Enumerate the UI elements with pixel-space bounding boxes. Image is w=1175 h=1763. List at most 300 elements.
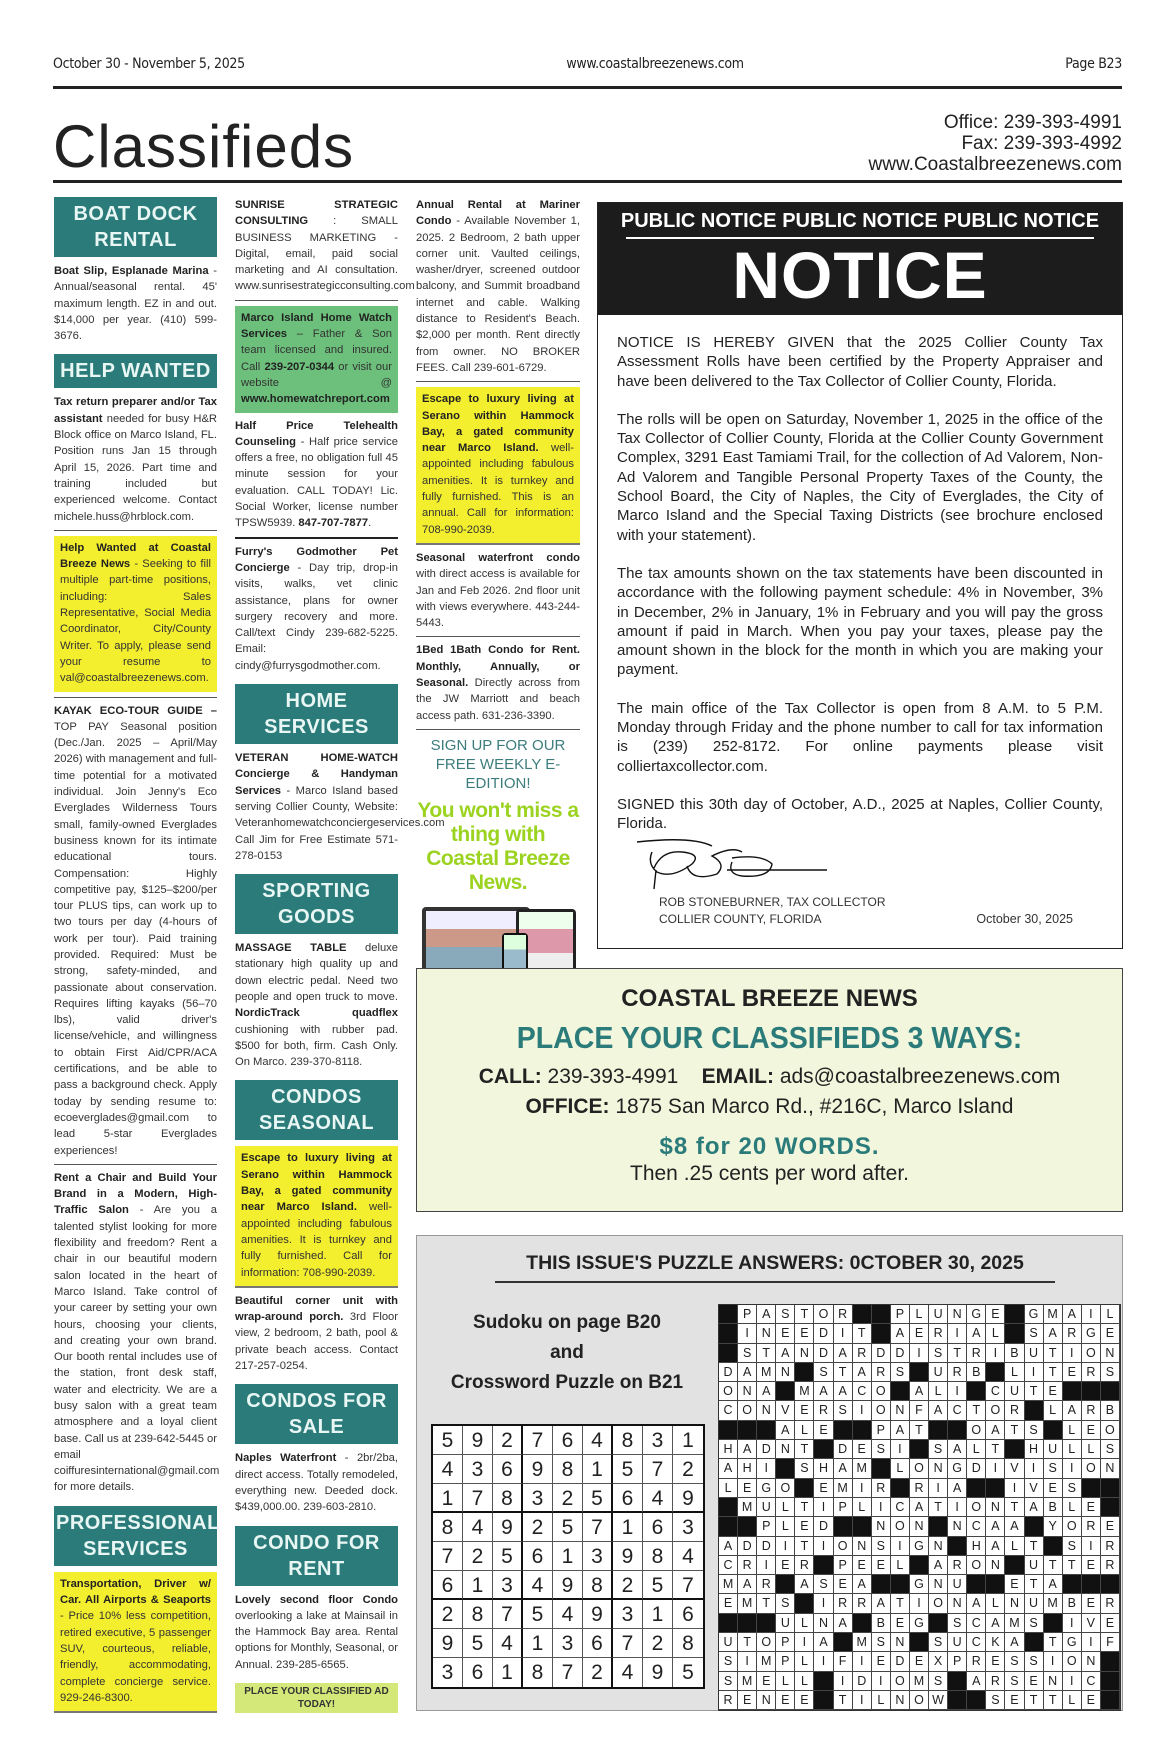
crossword-cell: L [967,1440,986,1459]
sudoku-cell: 6 [643,1513,673,1542]
notice-paragraph: The main office of the Tax Collector is open from 8 A.M. to 5 P.M. Monday through Friday and the phone number to call for tax information is (239) 252-8172. For online payments please visit colliertaxcollector.com. [617,699,1103,775]
sudoku-cell: 6 [613,1484,643,1513]
crossword-black-cell [929,1421,948,1440]
crossword-cell: R [719,1691,738,1710]
crossword-black-cell [1101,1382,1120,1401]
crossword-black-cell [814,1672,833,1691]
sudoku-cell: 8 [553,1455,583,1484]
call-phone[interactable]: 239-393-4991 [541,1065,679,1088]
crossword-cell: A [929,1401,948,1420]
puzzle-references: Sudoku on page B20 and Crossword Puzzle on B21 [450,1312,684,1393]
crossword-cell: A [834,1459,853,1478]
crossword-black-cell [1063,1382,1082,1401]
crossword-cell: E [986,1652,1005,1671]
crossword-cell: T [1044,1633,1063,1652]
crossword-cell: A [1063,1305,1082,1324]
crossword-black-cell [814,1556,833,1575]
crossword-cell: N [1044,1672,1063,1691]
sudoku-cell: 2 [493,1426,523,1455]
sudoku-cell: 7 [463,1484,493,1513]
crossword-cell: I [1044,1652,1063,1671]
crossword-cell: O [814,1305,833,1324]
crossword-cell: C [967,1633,986,1652]
crossword-cell: A [910,1498,929,1517]
crossword-cell: E [986,1305,1005,1324]
crossword-cell: I [948,1498,967,1517]
crossword-cell: A [1044,1324,1063,1343]
crossword-cell: N [776,1440,795,1459]
crossword-cell: I [1025,1363,1044,1382]
crossword-cell: O [719,1382,738,1401]
signature-block [617,842,1103,937]
crossword-cell: S [1044,1459,1063,1478]
sudoku-cell: 6 [523,1542,553,1571]
ad-naples-waterfront: Naples Waterfront - 2br/2ba, direct access. Totally remodeled, everything new. Deeded dock. $439,000.00. 239-603-2810. [235,1452,398,1514]
crossword-cell: D [814,1517,833,1536]
public-notice-label: PUBLIC NOTICE [943,210,1100,232]
crossword-cell: D [719,1363,738,1382]
crossword-cell: A [719,1459,738,1478]
crossword-cell: S [814,1575,833,1594]
crossword-grid [718,1304,1121,1711]
crossword-cell: U [929,1305,948,1324]
crossword-cell: N [948,1594,967,1613]
crossword-black-cell [834,1421,853,1440]
sudoku-cell: 8 [673,1629,703,1658]
sudoku-cell: 2 [463,1542,493,1571]
sudoku-cell: 1 [673,1426,703,1455]
crossword-cell: F [1101,1633,1120,1652]
crossword-cell: I [1063,1614,1082,1633]
crossword-cell: N [757,1401,776,1420]
crossword-cell: I [795,1633,814,1652]
crossword-cell: N [814,1614,833,1633]
crossword-cell: A [986,1517,1005,1536]
sudoku-cell: 5 [553,1513,583,1542]
crossword-black-cell [719,1324,738,1343]
sudoku-cell: 4 [433,1455,463,1484]
crossword-cell: C [719,1556,738,1575]
classifieds-column-3 [416,197,580,993]
crossword-black-cell [910,1440,929,1459]
crossword-cell: M [910,1672,929,1691]
crossword-cell: C [967,1517,986,1536]
crossword-cell: T [891,1594,910,1613]
sudoku-cell: 2 [433,1600,463,1629]
crossword-black-cell [757,1614,776,1633]
sudoku-cell: 3 [463,1455,493,1484]
sudoku-cell: 4 [493,1629,523,1658]
crossword-cell: T [1025,1691,1044,1710]
notice-title: NOTICE [732,238,988,312]
ad-sunrise-consulting: SUNRISE STRATEGIC CONSULTING : SMALL BUSINESS MARKETING - Digital, email, paid social marketing and AI consultation. www.sunrisestrategicconsulting.com [235,197,398,301]
crossword-cell: E [1101,1324,1120,1343]
crossword-cell: T [967,1401,986,1420]
crossword-cell: I [757,1556,776,1575]
crossword-cell: I [948,1324,967,1343]
crossword-black-cell [891,1479,910,1498]
crossword-cell: R [834,1594,853,1613]
ads-email[interactable]: ads@coastalbreezenews.com [773,1065,1061,1088]
crossword-cell: N [910,1517,929,1536]
crossword-cell: A [1044,1575,1063,1594]
crossword-black-cell [986,1363,1005,1382]
crossword-cell: L [891,1459,910,1478]
crossword-cell: E [795,1401,814,1420]
public-notice-label: PUBLIC NOTICE [620,210,777,232]
crossword-cell: S [1063,1537,1082,1556]
sudoku-cell: 8 [523,1658,553,1687]
crossword-cell: I [1025,1459,1044,1478]
crossword-cell: I [891,1440,910,1459]
crossword-cell: S [1101,1363,1120,1382]
sudoku-cell: 2 [673,1455,703,1484]
crossword-cell: C [967,1614,986,1633]
crossword-black-cell [795,1594,814,1613]
sudoku-cell: 6 [493,1455,523,1484]
crossword-cell: E [795,1691,814,1710]
crossword-cell: O [1082,1344,1101,1363]
sudoku-cell: 9 [523,1455,553,1484]
crossword-cell: O [910,1459,929,1478]
crossword-cell: U [1025,1344,1044,1363]
crossword-cell: N [853,1537,872,1556]
crossword-cell: L [1101,1305,1120,1324]
crossword-cell: S [834,1401,853,1420]
contact-block [869,112,1122,175]
e-edition-signup: SIGN UP FOR OUR FREE WEEKLY E-EDITION! [430,736,566,792]
e-edition-tagline: You won't miss a thing with Coastal Breeze News. [417,798,579,894]
crossword-cell: L [795,1652,814,1671]
crossword-cell: G [1025,1305,1044,1324]
sudoku-cell: 3 [433,1658,463,1687]
crossword-black-cell [776,1382,795,1401]
crossword-black-cell [1063,1575,1082,1594]
sudoku-cell: 5 [613,1455,643,1484]
crossword-cell: N [929,1537,948,1556]
crossword-cell: L [929,1382,948,1401]
crossword-cell: A [738,1575,757,1594]
crossword-cell: K [986,1633,1005,1652]
crossword-cell: U [719,1633,738,1652]
ad-furrys-godmother: Furry's Godmother Pet Concierge - Day trip, drop-in visits, walks, vet clinic assistance, plans for owner surgery recovery and more. Call/text Cindy 239-682-5225. Email: cindy@furrysgodmother.com. [235,545,398,672]
crossword-black-cell [891,1575,910,1594]
crossword-black-cell [910,1363,929,1382]
crossword-cell: I [1063,1344,1082,1363]
crossword-cell: L [795,1672,814,1691]
crossword-cell: A [967,1672,986,1691]
crossword-cell: I [738,1652,757,1671]
crossword-cell: A [757,1382,776,1401]
crossword-cell: N [948,1517,967,1536]
classifieds-column-2 [235,197,445,1713]
office-address: 1875 San Marco Rd., #216C, Marco Island [609,1095,1014,1118]
crossword-cell: O [967,1556,986,1575]
sudoku-cell: 2 [583,1658,613,1687]
sudoku-cell: 9 [463,1426,493,1455]
crossword-cell: P [834,1556,853,1575]
crossword-black-cell [1044,1537,1063,1556]
crossword-cell: U [948,1575,967,1594]
crossword-cell: R [1101,1537,1120,1556]
crossword-cell: S [776,1305,795,1324]
crossword-cell: T [1044,1344,1063,1363]
sudoku-cell: 9 [493,1513,523,1542]
crossword-cell: S [738,1344,757,1363]
ad-mariner-condo: Annual Rental at Mariner Condo - Available November 1, 2025. 2 Bedroom, 2 bath upper corner unit. Vaulted ceilings, washer/dryer, screened outdoor balcony, and Summit broadband internet and cable. Walking distance to Resident's Beach. $2,000 per month. Rent directly from owner. NO BROKER FEES. Call 239-601-6729. [416,197,580,382]
crossword-cell: L [1082,1440,1101,1459]
crossword-black-cell [967,1691,986,1710]
sudoku-cell: 5 [643,1571,673,1600]
crossword-cell: I [872,1498,891,1517]
signer [659,894,886,928]
crossword-cell: E [795,1324,814,1343]
crossword-cell: B [872,1614,891,1633]
sudoku-cell: 7 [493,1600,523,1629]
category-header-condo-for-rent: CONDO FOR RENT [235,1526,398,1586]
crossword-black-cell [1005,1305,1024,1324]
crossword-cell: A [986,1421,1005,1440]
sudoku-cell: 1 [643,1600,673,1629]
crossword-cell: T [910,1421,929,1440]
place-classifieds-box [416,968,1123,1212]
crossword-cell: O [757,1633,776,1652]
sudoku-cell: 3 [613,1600,643,1629]
crossword-cell: T [757,1344,776,1363]
crossword-cell: N [757,1324,776,1343]
crossword-cell: A [986,1614,1005,1633]
crossword-cell: B [1044,1498,1063,1517]
crossword-cell: L [776,1672,795,1691]
crossword-cell: T [738,1633,757,1652]
sudoku-cell: 8 [493,1484,523,1513]
crossword-cell: U [929,1363,948,1382]
crossword-cell: A [776,1344,795,1363]
crossword-cell: A [853,1575,872,1594]
crossword-cell: G [967,1305,986,1324]
crossword-black-cell [986,1575,1005,1594]
crossword-cell: E [1082,1594,1101,1613]
crossword-cell: S [1025,1324,1044,1343]
sudoku-cell: 6 [463,1658,493,1687]
crossword-cell: T [834,1363,853,1382]
crossword-black-cell [1082,1479,1101,1498]
crossword-cell: S [1025,1652,1044,1671]
crossword-black-cell [1025,1401,1044,1420]
crossword-black-cell [1101,1652,1120,1671]
sudoku-cell: 4 [463,1513,493,1542]
ad-seasonal-waterfront: Seasonal waterfront condo with direct access is available for Jan and Feb 2026. 2nd floor unit with views everywhere. 443-244-5443. [416,550,580,637]
price-headline: $8 for 20 WORDS. [659,1133,880,1160]
place-ad-banner[interactable]: PLACE YOUR CLASSIFIED AD TODAY! [235,1683,398,1713]
sudoku-cell: 9 [553,1571,583,1600]
crossword-cell: S [929,1633,948,1652]
crossword-cell: S [1005,1652,1024,1671]
sudoku-cell: 4 [523,1571,553,1600]
crossword-cell: P [891,1305,910,1324]
classifieds-column-1 [54,197,220,1718]
category-header-boat-dock: BOAT DOCK RENTAL [54,197,217,257]
crossword-cell: L [910,1305,929,1324]
crossword-cell: R [929,1324,948,1343]
crossword-cell: I [929,1479,948,1498]
sudoku-cell: 1 [463,1571,493,1600]
crossword-black-cell [967,1575,986,1594]
crossword-cell: E [776,1324,795,1343]
crossword-cell: I [1082,1305,1101,1324]
crossword-cell: S [814,1363,833,1382]
crossword-cell: M [719,1575,738,1594]
crossword-cell: D [891,1652,910,1671]
category-header-professional: PROFESSIONAL SERVICES [54,1506,217,1566]
notice-paragraph: NOTICE IS HEREBY GIVEN that the 2025 Collier County Tax Assessment Rolls have been certified by the Property Appraiser and have been delivered to the Tax Collector of Collier County, Florida. [617,334,1103,390]
crossword-cell: A [891,1324,910,1343]
crossword-cell: O [967,1498,986,1517]
crossword-cell: O [872,1401,891,1420]
crossword-cell: A [738,1363,757,1382]
ad-kayak-guide: KAYAK ECO-TOUR GUIDE – TOP PAY Seasonal position (Dec./Jan. 2025 – April/May 2026) with management and full-time potential for a motivated individual. Join Jenny's Eco Everglades Wilderness Tours small, family-owned Everglades business known for its intimate educational tours. Compensation: Highly competitive pay, $125–$200/per tour PLUS tips, can work up to two tours per day (4-hours of work per tour). Paid training provided. Required: Must be strong, safety-minded, and passionate about conservation. Requires lifting kayaks (56–70 lbs), valid driver's license/vehicle, and willingness to obtain First Aid/CPR/ACA certifications, and be able to pass a background check. Apply today by sending resume to: ecoeverglades@gmail.com to lead 5-star Everglades experiences! [54,697,217,1165]
sudoku-cell: 4 [613,1658,643,1687]
ad-transportation: Transportation, Driver w/ Car. All Airports & Seaports - Price 10% less competition, retired executive, 5 passenger SUV, courteous, reliable, friendly, accommodating, complete concierge service. 929-246-8300. [54,1572,217,1713]
crossword-cell: P [948,1652,967,1671]
crossword-cell: R [872,1479,891,1498]
crossword-cell: I [834,1672,853,1691]
contact-website[interactable]: www.Coastalbreezenews.com [868,154,1122,175]
crossword-cell: O [738,1401,757,1420]
crossword-cell: N [986,1498,1005,1517]
crossword-cell: V [1025,1479,1044,1498]
crossword-cell: L [891,1556,910,1575]
crossword-cell: D [853,1672,872,1691]
crossword-cell: I [1005,1479,1024,1498]
crossword-cell: L [1005,1537,1024,1556]
crossword-cell: P [776,1652,795,1671]
crossword-cell: G [910,1537,929,1556]
ad-tax-preparer: Tax return preparer and/or Tax assistant needed for busy H&R Block office on Marco Island, FL. Position runs Jan 15 through April 15, 2026. Part time and training included but experienced welcome. Contact michele.huss@hrblock.com. [54,394,217,530]
crossword-cell: N [891,1633,910,1652]
category-header-home-services: HOME SERVICES [235,684,398,744]
sudoku-cell: 6 [433,1571,463,1600]
page-number: Page B23 [1065,56,1122,72]
crossword-cell: R [834,1305,853,1324]
crossword-cell: R [814,1401,833,1420]
crossword-cell: S [891,1363,910,1382]
crossword-cell: E [738,1691,757,1710]
crossword-cell: R [1082,1517,1101,1536]
sudoku-cell: 2 [553,1484,583,1513]
crossword-cell: L [719,1479,738,1498]
e-edition-promo[interactable] [416,736,580,993]
crossword-cell: N [1005,1594,1024,1613]
sudoku-cell: 6 [583,1629,613,1658]
crossword-black-cell [776,1459,795,1478]
crossword-cell: M [834,1479,853,1498]
sudoku-cell: 6 [553,1426,583,1455]
crossword-cell: R [948,1363,967,1382]
sudoku-cell: 3 [523,1484,553,1513]
crossword-cell: T [795,1305,814,1324]
crossword-black-cell [814,1440,833,1459]
crossword-cell: D [738,1537,757,1556]
crossword-cell: S [1025,1421,1044,1440]
crossword-cell: E [910,1652,929,1671]
ad-serano-annual: Escape to luxury living at Serano within Hammock Bay, a gated community near Marco Island. well-appointed including fabulous amenities. It is turnkey and fully furnished. This is an annual. Call for information: 708-990-2039. [416,387,580,545]
sudoku-cell: 7 [553,1658,583,1687]
crossword-cell: B [1005,1344,1024,1363]
crossword-cell: S [986,1691,1005,1710]
crossword-black-cell [910,1556,929,1575]
crossword-cell: O [967,1421,986,1440]
crossword-black-cell [1005,1324,1024,1343]
sudoku-cell: 5 [493,1542,523,1571]
crossword-cell: I [1082,1633,1101,1652]
crossword-cell: A [1005,1633,1024,1652]
crossword-cell: H [814,1459,833,1478]
crossword-cell: V [1082,1614,1101,1633]
crossword-cell: I [757,1459,776,1478]
crossword-cell: I [853,1401,872,1420]
header-website[interactable]: www.coastalbreezenews.com [566,56,744,72]
crossword-black-cell [834,1517,853,1536]
sudoku-cell: 4 [673,1542,703,1571]
crossword-cell: S [872,1440,891,1459]
crossword-cell: I [814,1537,833,1556]
category-header-condos-for-sale: CONDOS FOR SALE [235,1384,398,1444]
crossword-cell: L [872,1691,891,1710]
crossword-cell: I [986,1344,1005,1363]
crossword-cell: E [891,1614,910,1633]
crossword-cell: R [986,1672,1005,1691]
category-header-sporting-goods: SPORTING GOODS [235,874,398,934]
issue-date-range: October 30 - November 5, 2025 [53,56,245,72]
sudoku-cell: 7 [673,1571,703,1600]
crossword-cell: R [795,1556,814,1575]
crossword-cell: G [757,1479,776,1498]
sudoku-cell: 8 [463,1600,493,1629]
crossword-cell: T [948,1344,967,1363]
crossword-black-cell [795,1363,814,1382]
crossword-cell: E [1005,1575,1024,1594]
crossword-cell: P [834,1498,853,1517]
crossword-black-cell [948,1672,967,1691]
crossword-cell: A [948,1479,967,1498]
crossword-cell: I [872,1672,891,1691]
notice-paragraph: The tax amounts shown on the tax statements have been discounted in accordance with the following payment schedule: 4% in November, 3% in December, 2% in January, 1% in February and you will pay the gross amount if paid in March. When you pay your taxes, please pay the amount shown in the block for the month in which you are making your payment. [617,564,1103,679]
crossword-cell: T [1025,1537,1044,1556]
crossword-cell: S [776,1594,795,1613]
ad-corner-unit: Beautiful corner unit with wrap-around porch. 3rd Floor view, 2 bedroom, 2 bath, pool & private beach access. Contact 217-257-0254. [235,1294,398,1373]
crossword-cell: C [891,1498,910,1517]
crossword-black-cell [719,1498,738,1517]
crossword-cell: I [910,1594,929,1613]
sudoku-cell: 4 [583,1426,613,1455]
crossword-cell: E [872,1556,891,1575]
crossword-cell: L [795,1614,814,1633]
crossword-cell: T [795,1498,814,1517]
brand-name: COASTAL BREEZE NEWS [621,985,918,1012]
crossword-cell: I [986,1459,1005,1478]
crossword-cell: A [738,1440,757,1459]
crossword-cell: S [872,1537,891,1556]
crossword-cell: T [929,1498,948,1517]
crossword-cell: T [1025,1575,1044,1594]
notice-date: October 30, 2025 [976,911,1073,926]
sudoku-cell: 3 [643,1426,673,1455]
sudoku-cell: 9 [613,1542,643,1571]
crossword-black-cell [814,1691,833,1710]
crossword-cell: A [814,1633,833,1652]
crossword-black-cell [853,1421,872,1440]
